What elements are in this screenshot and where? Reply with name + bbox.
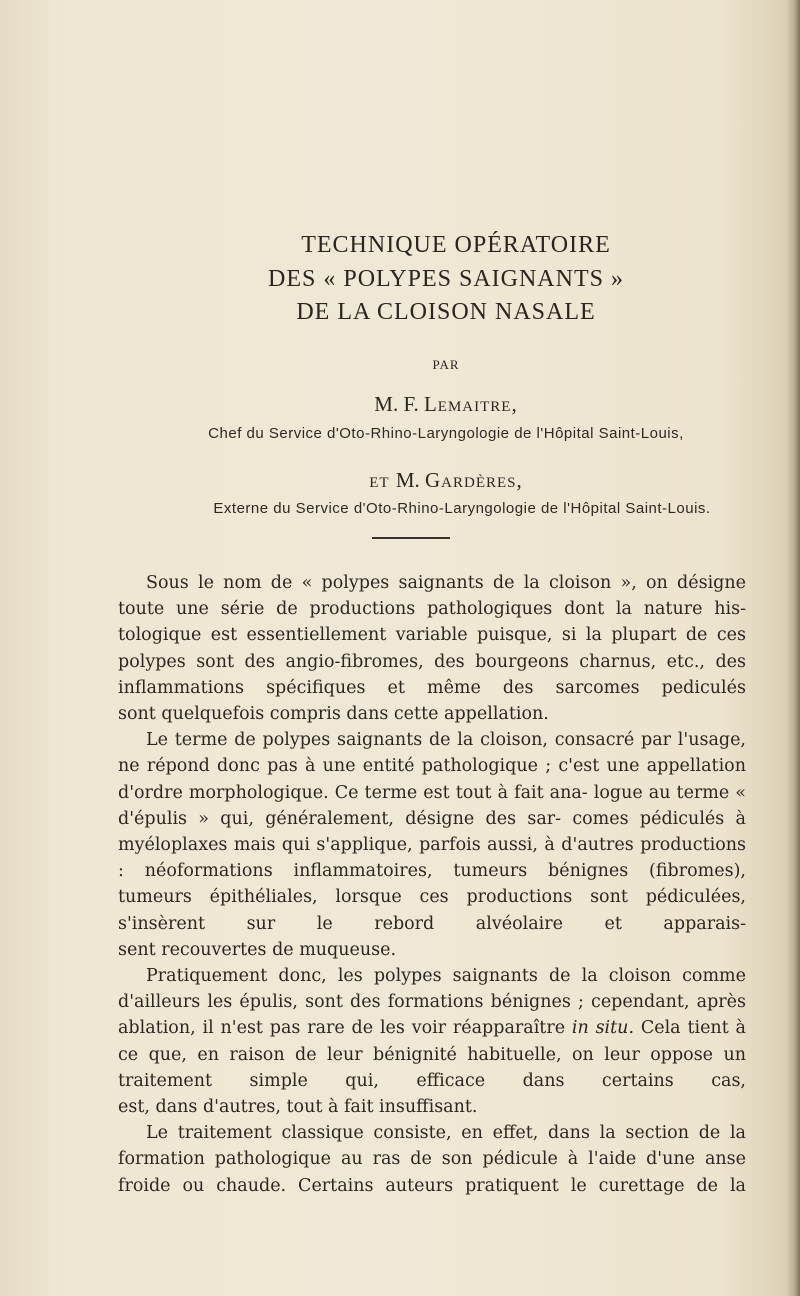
author-2: [46, 468, 800, 493]
text-line: froide ou chaude. Certains auteurs pratiquent le curettage de la: [118, 1175, 746, 1196]
text-line: à d'autres productions : néoformations inflammatoires, tumeurs: [118, 835, 746, 882]
text-line: Le terme de polypes saignants de la cloison, consacré par: [146, 730, 672, 751]
paragraph-2-end: [118, 937, 746, 963]
author-1-prefix: M. F.: [374, 392, 424, 416]
text-line: Pratiquement donc, les polypes saignants de la cloison comme: [146, 966, 746, 987]
title-line-1: TECHNIQUE OPÉRATOIRE: [301, 232, 611, 258]
text-line: d'ailleurs les épulis, sont des formations bénignes ; cependant,: [118, 992, 690, 1013]
text-line: Le traitement classique consiste, en effet, dans la section de la: [146, 1123, 746, 1144]
text-line: logue au terme « d'épulis » qui, généralement, désigne des sar-: [118, 782, 746, 829]
divider-rule: [372, 537, 450, 539]
paragraph-3-end: [118, 1094, 746, 1120]
text-line: Cela tient à ce que, en raison de leur bénignité habituelle, on: [118, 1018, 746, 1065]
title-line-2: DES « POLYPES SAIGNANTS »: [268, 266, 624, 292]
text-line: l'usage, ne répond donc pas à une entité pathologique ; c'est une: [118, 730, 746, 777]
italic-in-situ: in situ.: [571, 1018, 635, 1039]
text-line: est, dans d'autres, tout à fait insuffisant.: [118, 1097, 478, 1118]
paragraph-1-end: [118, 701, 746, 727]
author-1: [46, 392, 800, 417]
text-line: appellation d'ordre morphologique. Ce terme est tout à fait ana-: [118, 756, 746, 803]
author-2-name-prefix: M.: [395, 468, 425, 492]
text-line: bénignes (fibromes), tumeurs épithéliales, lorsque ces productions: [118, 861, 746, 908]
byline-par: PAR: [432, 357, 460, 372]
text-line: toute une série de productions pathologiques dont la nature his-: [118, 599, 746, 620]
paragraph-1: [118, 570, 746, 701]
text-line: sent recouvertes de muqueuse.: [118, 939, 397, 960]
author-1-name: Lemaitre,: [423, 392, 518, 416]
paragraph-2: [118, 727, 746, 937]
author-2-name: Gardères,: [425, 468, 523, 492]
text-line: sont pédiculées, s'insèrent sur le rebord alvéolaire et apparais-: [118, 887, 746, 934]
text-line: leur oppose un traitement simple qui, efficace dans certains cas,: [118, 1044, 746, 1091]
text-line: formation pathologique au ras de son pédicule à l'aide d'une anse: [118, 1149, 746, 1170]
author-2-prefix: et: [369, 468, 396, 492]
title-line-3: DE LA CLOISON NASALE: [296, 299, 596, 325]
text-line: tologique est essentiellement variable puisque, si la plupart de: [118, 625, 708, 646]
text-line: ces polypes sont des angio-fibromes, des bourgeons charnus, etc.,: [118, 625, 746, 672]
text-line: comes pédiculés à myéloplaxes mais qui s'applique, parfois aussi,: [118, 808, 746, 856]
author-1-role: Chef du Service d'Oto-Rhino-Laryngologie de l'Hôpital Saint-Louis,: [208, 425, 684, 442]
text-line: des inflammations spécifiques et même des sarcomes pediculés: [118, 651, 746, 698]
page-edge-shadow: [786, 0, 800, 1296]
paragraph-3: [118, 963, 746, 1094]
text-line: après ablation, il n'est pas rare de les voir réapparaître: [118, 992, 746, 1039]
text-line: Sous le nom de « polypes saignants de la cloison », on désigne: [146, 573, 746, 593]
author-2-role: Externe du Service d'Oto-Rhino-Laryngologie de l'Hôpital Saint-Louis.: [213, 500, 711, 517]
text-line: sont quelquefois compris dans cette appellation.: [118, 704, 549, 725]
paragraph-4: [118, 1120, 746, 1199]
article-body: [118, 570, 746, 1199]
